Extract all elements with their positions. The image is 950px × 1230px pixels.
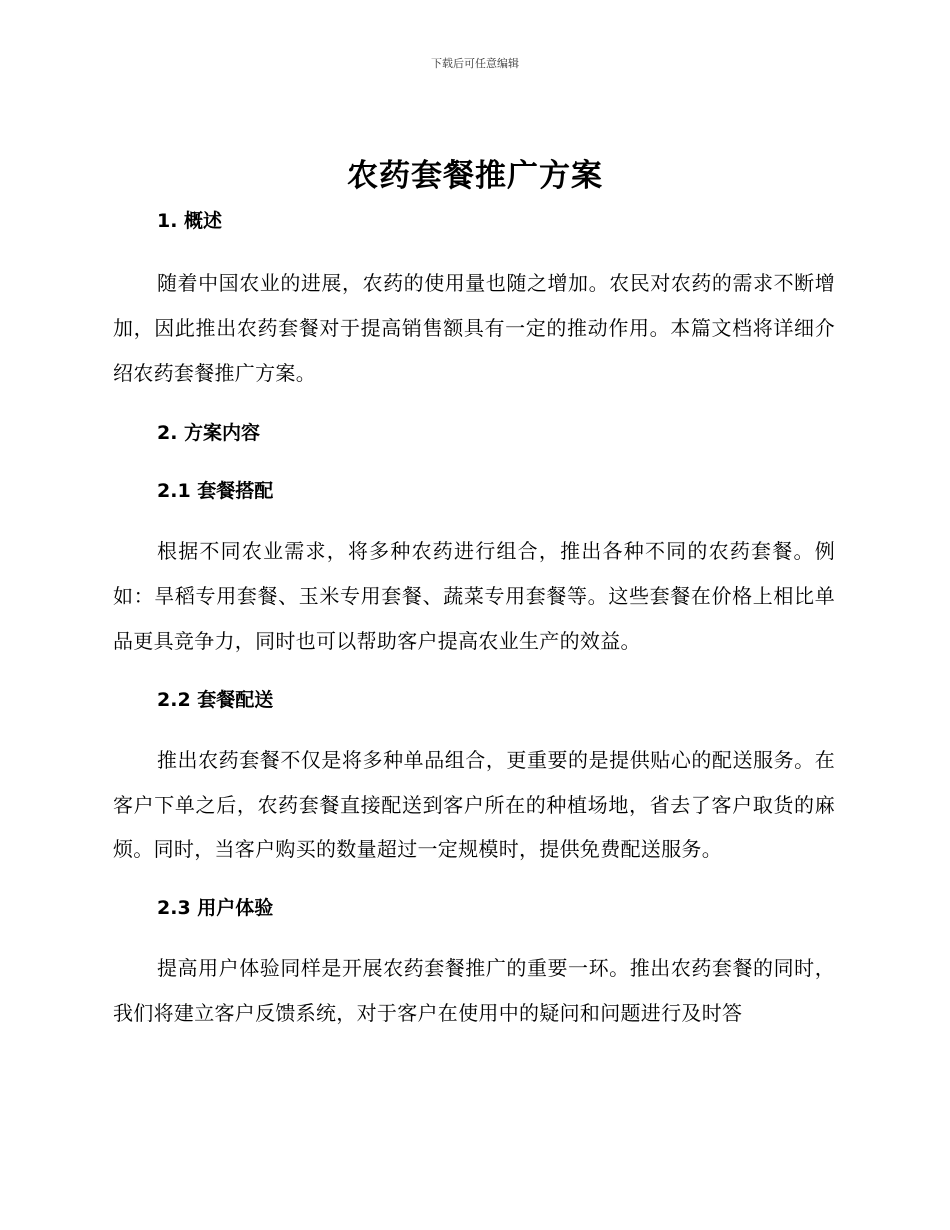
section-heading-plan-content: 2. 方案内容	[157, 422, 261, 445]
paragraph-overview: 随着中国农业的进展，农药的使用量也随之增加。农民对农药的需求不断增加，因此推出农药套餐对于提高销售额具有一定的推动作用。本篇文档将详细介绍农药套餐推广方案。	[113, 271, 835, 385]
paragraph-package-delivery: 推出农药套餐不仅是将多种单品组合，更重要的是提供贴心的配送服务。在客户下单之后，农药套餐直接配送到客户所在的种植场地，省去了客户取货的麻烦。同时，当客户购买的数量超过一定规模时，提供免费配送服务。	[113, 747, 835, 862]
document-body	[113, 203, 835, 1036]
paragraph-package-combination: 根据不同农业需求，将多种农药进行组合，推出各种不同的农药套餐。例如：旱稻专用套餐、玉米专用套餐、蔬菜专用套餐等。这些套餐在价格上相比单品更具竞争力，同时也可以帮助客户提高农业生产的效益。	[113, 539, 835, 653]
section-heading-package-combination: 2.1 套餐搭配	[157, 480, 274, 503]
section-heading-overview: 1. 概述	[157, 210, 223, 232]
section-heading-package-delivery: 2.2 套餐配送	[157, 688, 274, 711]
header-note: 下载后可任意编辑	[431, 57, 519, 70]
page-title: 农药套餐推广方案	[347, 158, 603, 194]
paragraph-user-experience: 提高用户体验同样是开展农药套餐推广的重要一环。推出农药套餐的同时，我们将建立客户反馈系统，对于客户在使用中的疑问和问题进行及时答	[113, 956, 835, 1025]
section-heading-user-experience: 2.3 用户体验	[157, 897, 274, 920]
